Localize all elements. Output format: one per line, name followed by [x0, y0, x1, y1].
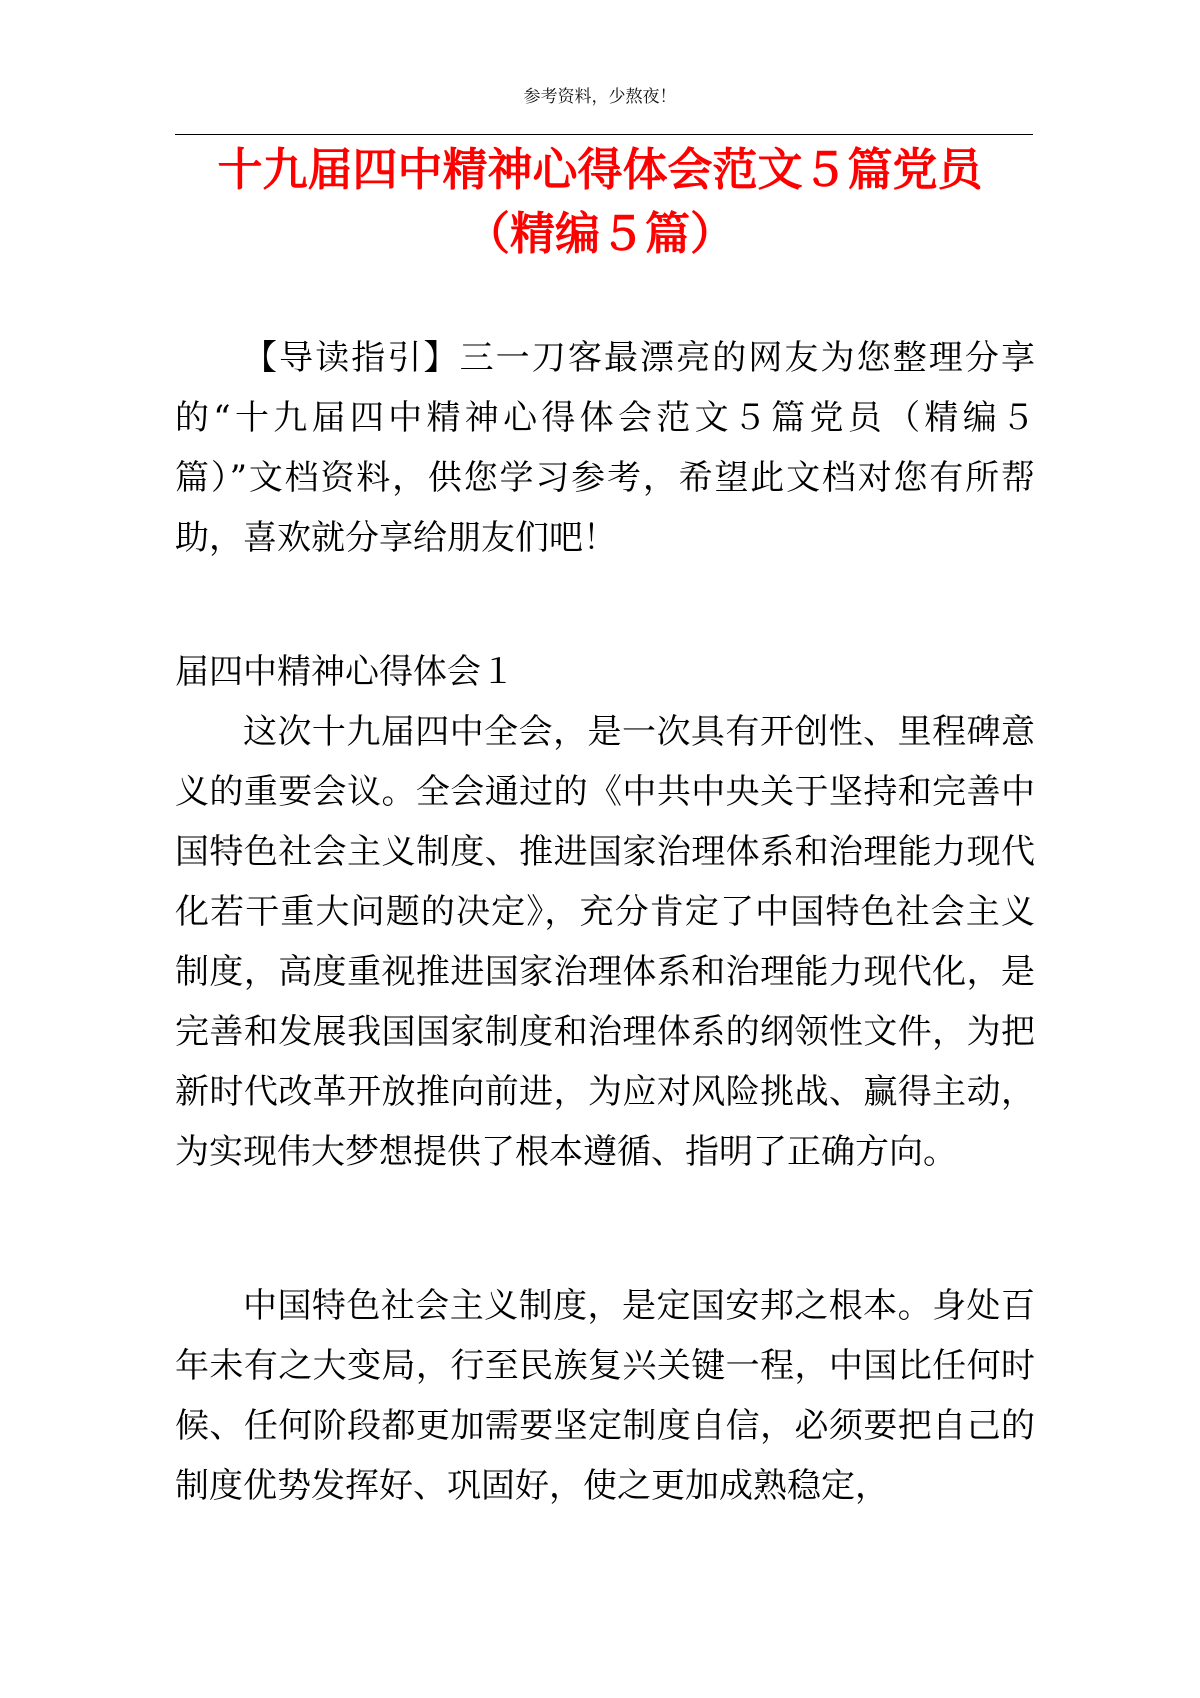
body-paragraph: 中国特色社会主义制度，是定国安邦之根本。身处百年未有之大变局，行至民族复兴关键一程，中国比任何时候、任何阶段都更加需要坚定制度自信，必须要把自己的制度优势发挥好、巩固好，使之更加成熟稳定，: [175, 1286, 1035, 1506]
header-divider: [175, 134, 1033, 135]
title-line-1: 十九届四中精神心得体会范文５篇党员: [217, 143, 983, 196]
body-paragraph: 这次十九届四中全会，是一次具有开创性、里程碑意义的重要会议。全会通过的《中共中央关于坚持和完善中国特色社会主义制度、推进国家治理体系和治理能力现代化若干重大问题的决定》，充分肯定了中国特色社会主义制度，高度重视推进国家治理体系和治理能力现代化，是完善和发展我国国家制度和治理体系的纲领性文件，为把新时代改革开放推向前进，为应对风险挑战、赢得主动，为实现伟大梦想提供了根本遵循、指明了正确方向。: [175, 712, 1035, 1172]
section-heading: 届四中精神心得体会１: [175, 652, 515, 692]
header-note: 参考资料，少熬夜！: [523, 87, 677, 107]
intro-paragraph: 【导读指引】三一刀客最漂亮的网友为您整理分享的“十九届四中精神心得体会范文５篇党员（精编５篇）”文档资料，供您学习参考，希望此文档对您有所帮助，喜欢就分享给朋友们吧！: [175, 338, 1035, 558]
document-title: [160, 138, 1040, 266]
title-line-2: （精编５篇）: [464, 207, 735, 260]
